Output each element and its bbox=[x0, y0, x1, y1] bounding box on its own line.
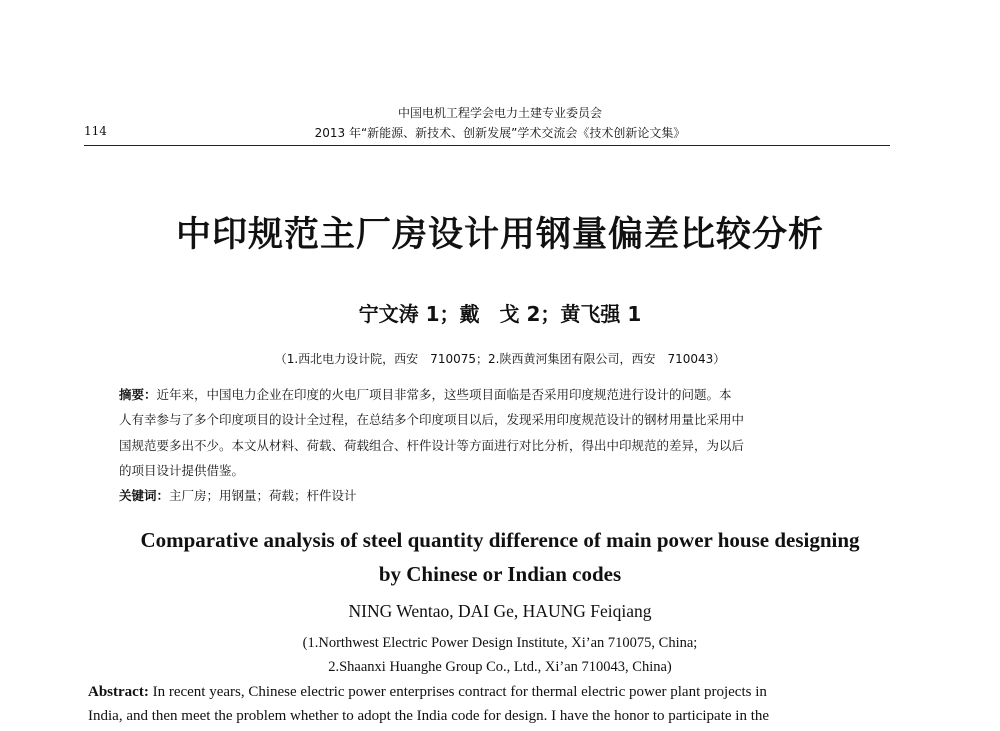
keywords-chinese bbox=[119, 486, 879, 504]
title-chinese: 中印规范主厂房设计用钢量偏差比较分析 bbox=[175, 215, 824, 255]
header-proceedings: 2013 年“新能源、新技术、创新发展”学术交流会《技术创新论文集》 bbox=[314, 126, 686, 140]
keywords-text: 主厂房；用钢量；荷载；杆件设计 bbox=[169, 488, 357, 503]
header-rule bbox=[84, 145, 890, 146]
abstract-cn-label: 摘要： bbox=[119, 387, 157, 402]
abstract-cn-line-4: 的项目设计提供借鉴。 bbox=[119, 463, 245, 478]
affiliation-chinese: （1.西北电力设计院，西安 710075；2.陕西黄河集团有限公司，西安 710043） bbox=[274, 352, 726, 366]
abstract-cn-line-1: 摘要：近年来，中国电力企业在印度的火电厂项目非常多，这些项目面临是否采用印度规范进行设计的问题。本 bbox=[119, 387, 732, 402]
affiliation-english-line-1: (1.Northwest Electric Power Design Institute, Xi’an 710075, China; bbox=[302, 635, 698, 651]
title-english-line-1: Comparative analysis of steel quantity difference of main power house designing bbox=[140, 528, 860, 552]
affiliation-english-line-2: 2.Shaanxi Huanghe Group Co., Ltd., Xi’an 710043, China) bbox=[328, 659, 672, 675]
abstract-en-label: Abstract: bbox=[88, 684, 149, 700]
abstract-cn-line-2: 人有幸参与了多个印度项目的设计全过程，在总结多个印度项目以后，发现采用印度规范设计的钢材用量比采用中 bbox=[119, 412, 745, 427]
authors-chinese: 宁文涛 1；戴 戈 2；黄飞强 1 bbox=[358, 302, 642, 326]
title-english-line-2: by Chinese or Indian codes bbox=[378, 562, 622, 586]
abstract-cn-line-3: 国规范要多出不少。本文从材料、荷载、荷载组合、杆件设计等方面进行对比分析，得出中印规范的差异，为以后 bbox=[119, 438, 745, 453]
abstract-en-line-2: India, and then meet the problem whether to adopt the India code for design. I have the honor to participate in the bbox=[88, 708, 770, 724]
abstract-en-line-1: Abstract: In recent years, Chinese electric power enterprises contract for thermal electric power plant projects in bbox=[88, 684, 767, 700]
keywords-label: 关键词： bbox=[119, 488, 170, 503]
page-number: 114 bbox=[84, 124, 107, 138]
authors-english: NING Wentao, DAI Ge, HAUNG Feiqiang bbox=[348, 601, 652, 621]
header-organization: 中国电机工程学会电力土建专业委员会 bbox=[397, 106, 602, 120]
